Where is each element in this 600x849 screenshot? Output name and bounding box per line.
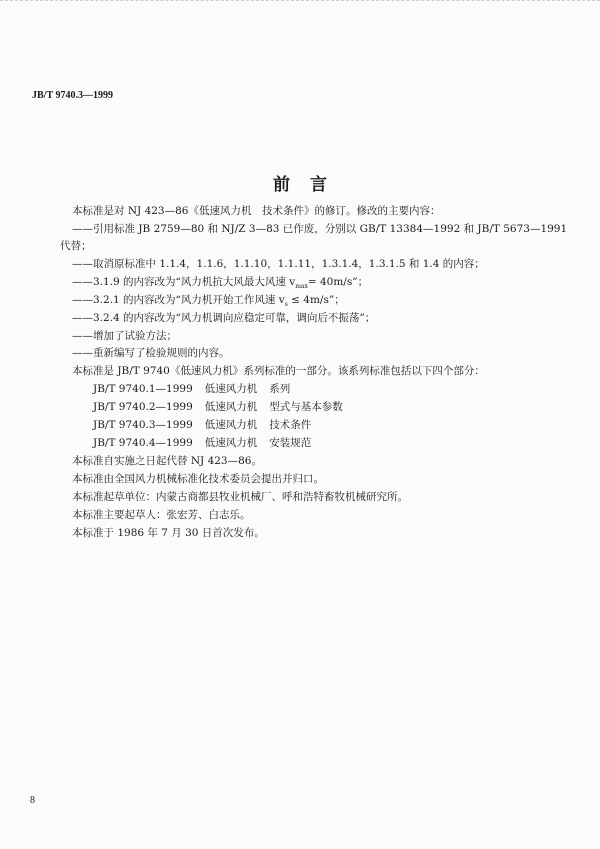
- part-subtitle: 系列: [269, 383, 291, 395]
- part-code: JB/T 9740.3—1999: [93, 419, 193, 431]
- line-text: ——3.2.1 的内容改为“风力机开始工作风速 v: [72, 294, 285, 306]
- part-subtitle: 技术条件: [269, 419, 312, 431]
- part-item: [93, 400, 343, 414]
- paragraph-line: [72, 275, 368, 294]
- line-text: = 40m/s”；: [307, 276, 369, 288]
- page-number: 8: [30, 795, 35, 806]
- scan-edge: [0, 0, 600, 5]
- page-title: 前言: [273, 175, 347, 195]
- part-name: 低速风力机: [204, 401, 258, 413]
- paragraph-line: ——增加了试验方法；: [72, 330, 177, 342]
- paragraph-line: 本标准由全国风力机械标准化技术委员会提出并归口。: [72, 473, 324, 485]
- paragraph-line: 本标准起草单位：内蒙古商都县牧业机械厂、呼和浩特畜牧机械研究所。: [72, 491, 408, 503]
- paragraph-line: ——3.2.4 的内容改为“风力机调向应稳定可靠，调向后不振荡”；: [72, 312, 376, 324]
- part-code: JB/T 9740.4—1999: [93, 437, 193, 449]
- part-name: 低速风力机: [204, 437, 258, 449]
- part-subtitle: 安装规范: [269, 437, 312, 449]
- line-text: ——3.1.9 的内容改为“风力机抗大风最大风速 v: [72, 276, 296, 288]
- part-code: JB/T 9740.2—1999: [93, 401, 193, 413]
- part-item: [93, 382, 290, 396]
- subscript: max: [295, 283, 308, 291]
- part-name: 低速风力机: [204, 419, 258, 431]
- standard-header: JB/T 9740.3—1999: [32, 90, 113, 101]
- part-item: [93, 436, 311, 450]
- paragraph-line: 本标准于 1986 年 7 月 30 日首次发布。: [72, 527, 265, 539]
- paragraph-line: ——引用标准 JB 2759—80 和 NJ/Z 3—83 已作废，分别以 GB/T 13384—1992 和 JB/T 5673—1991: [72, 223, 568, 235]
- line-text: ≤ 4m/s”；: [287, 294, 345, 306]
- paragraph-line: 本标准自实施之日起代替 NJ 423—86。: [72, 455, 262, 467]
- paragraph-line: ——重新编写了检验规则的内容。: [72, 347, 230, 359]
- paragraph-line: 本标准是 JB/T 9740《低速风力机》系列标准的一部分。该系列标准包括以下四个部分：: [72, 365, 485, 377]
- paragraph-line: 本标准是对 NJ 423—86《低速风力机 技术条件》的修订。修改的主要内容：: [72, 205, 441, 217]
- paragraph-line: 本标准主要起草人：张宏芳、白志乐。: [72, 509, 251, 521]
- subscript: s: [284, 301, 288, 309]
- paragraph-line: [72, 293, 345, 312]
- part-item: [93, 418, 311, 432]
- part-subtitle: 型式与基本参数: [269, 401, 343, 413]
- paragraph-line: 代替；: [60, 240, 92, 252]
- part-name: 低速风力机: [204, 383, 258, 395]
- part-code: JB/T 9740.1—1999: [93, 383, 193, 395]
- paragraph-line: ——取消原标准中 1.1.4，1.1.6，1.1.10，1.1.11，1.3.1.4，1.3.1.5 和 1.4 的内容；: [72, 258, 485, 270]
